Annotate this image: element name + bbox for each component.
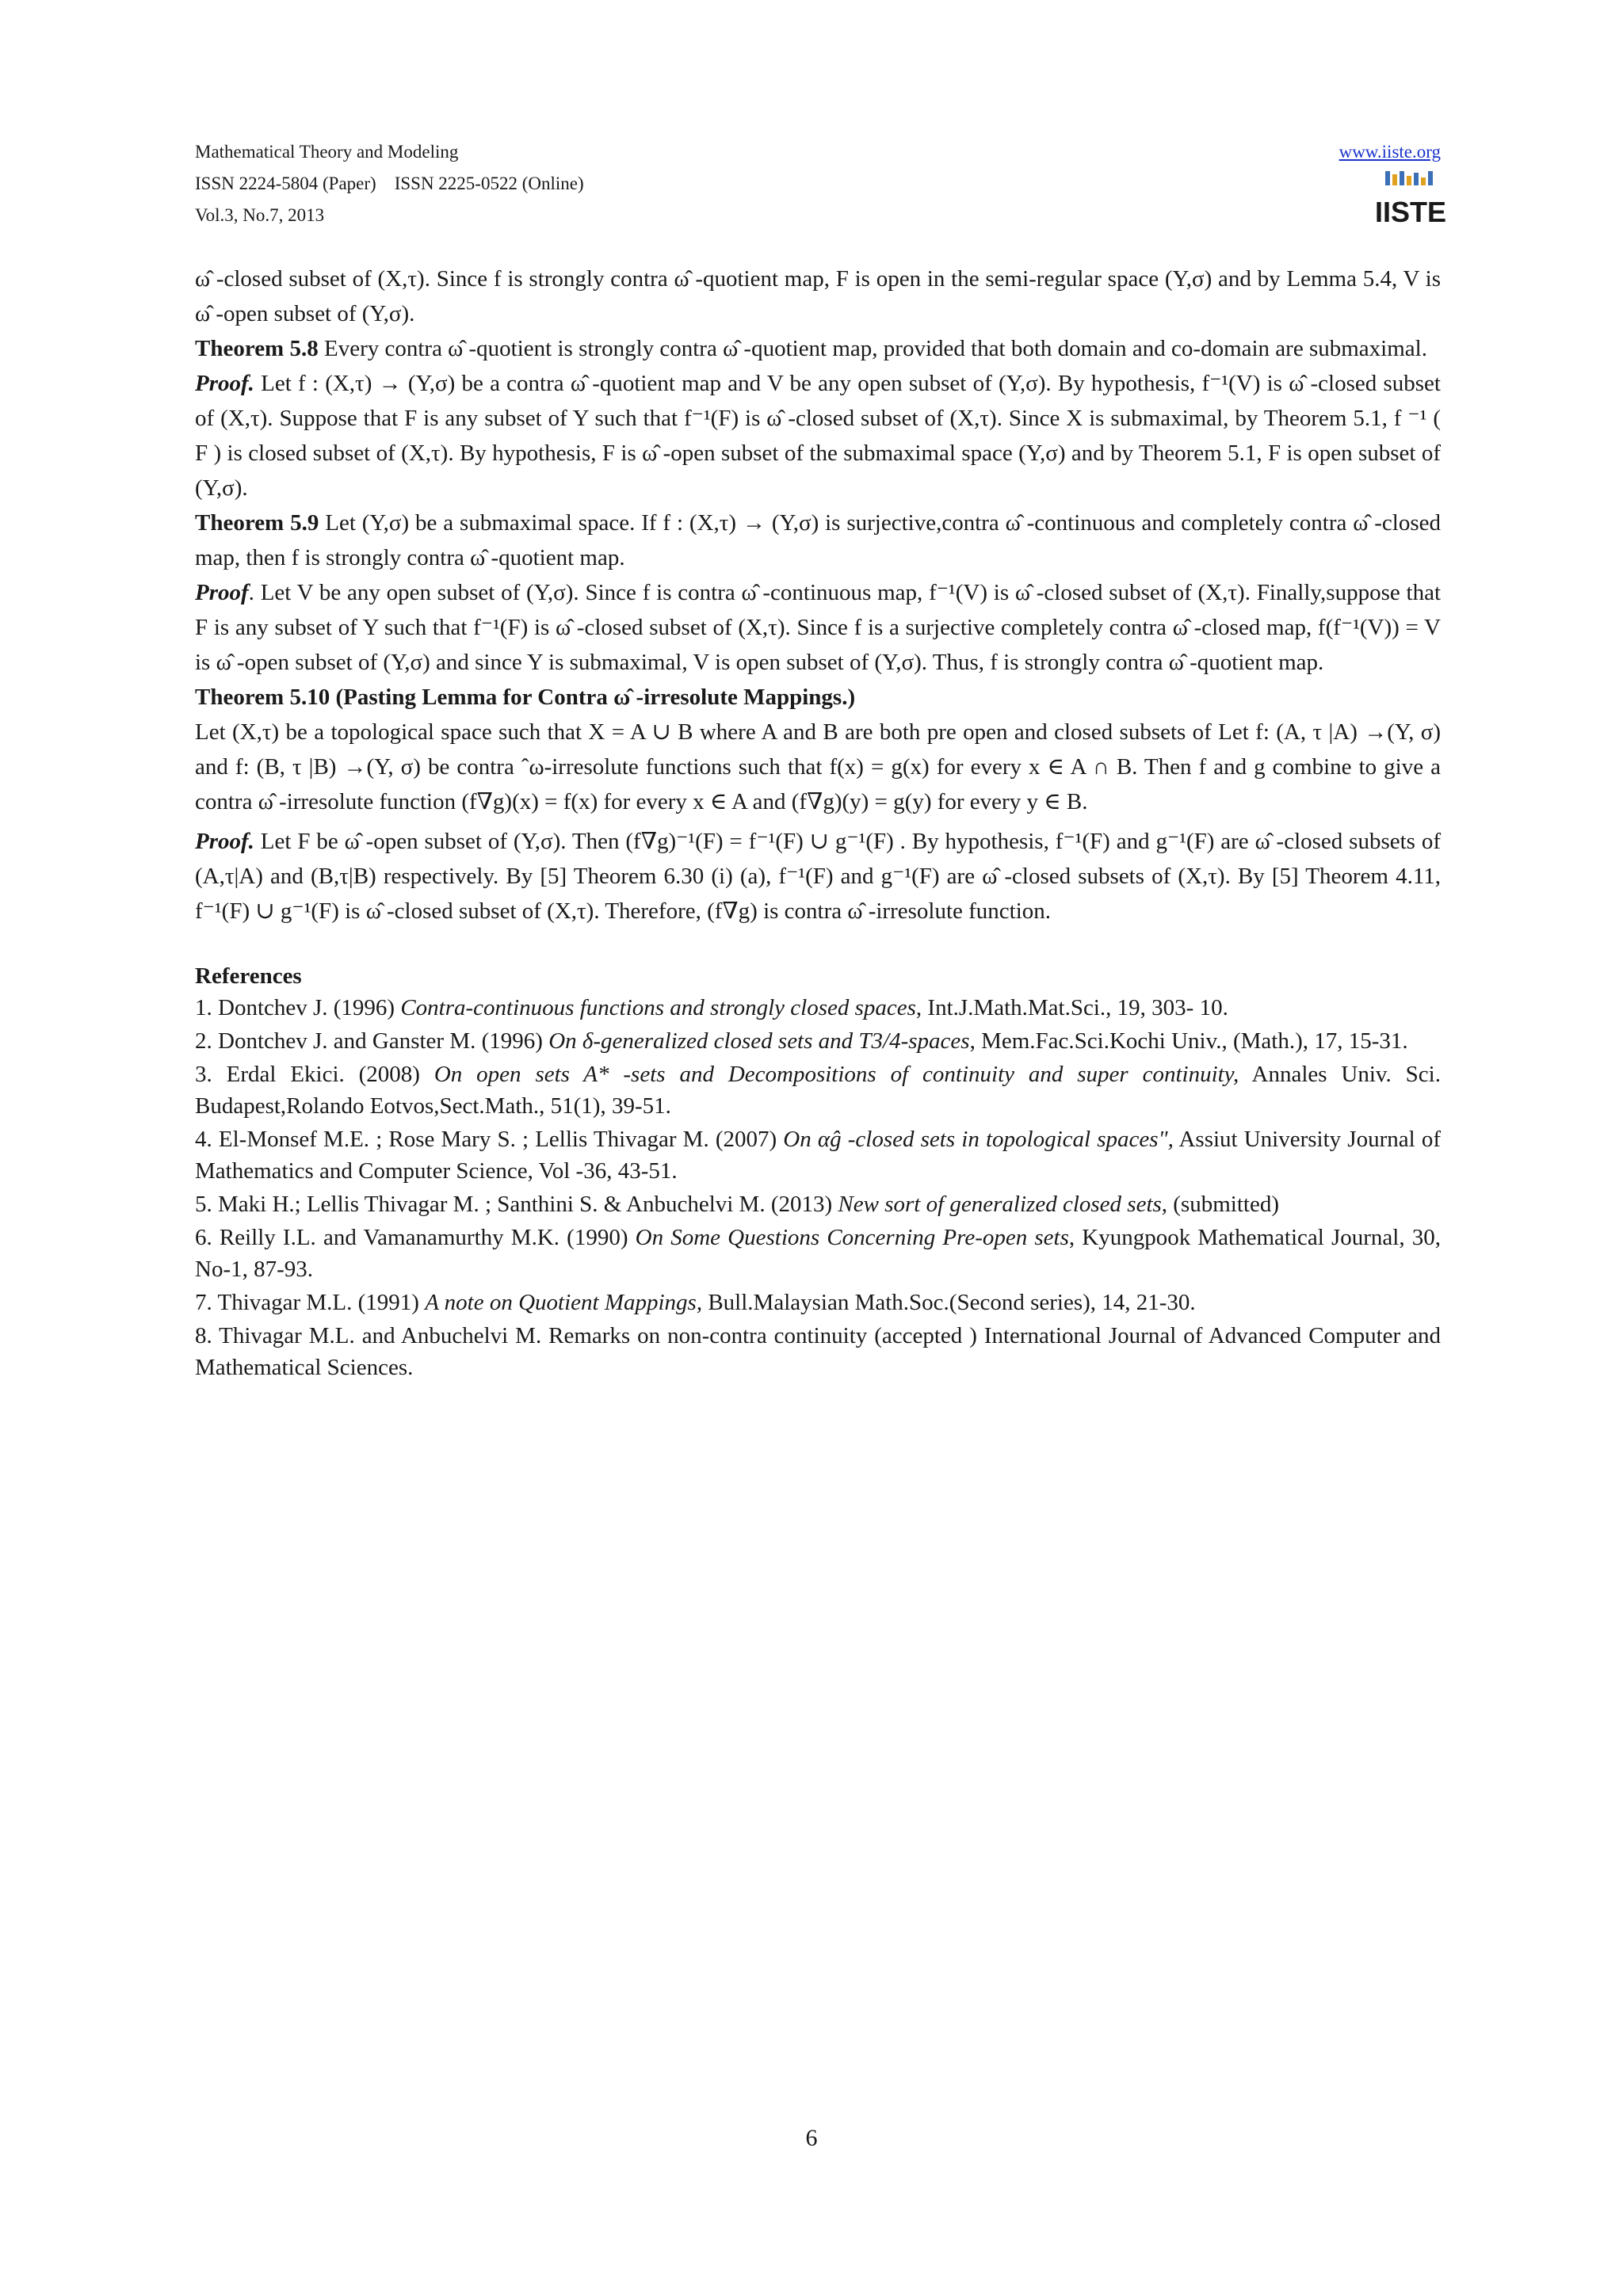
references-section [195, 960, 1441, 1383]
svg-text:IISTE: IISTE [1374, 196, 1447, 228]
proof-label: Proof [195, 580, 249, 605]
references-heading: References [195, 963, 302, 989]
theorem-text: Every contra ω̂ -quotient is strongly contra ω̂ -quotient map, provided that both domain and co-domain are submaximal. [318, 336, 1427, 361]
reference-item: 8. Thivagar M.L. and Anbuchelvi M. Remarks on non-contra continuity (accepted ) International Journal of Advanced Computer and Mathematical Sciences. [195, 1323, 1441, 1380]
volume-line: Vol.3, No.7, 2013 [195, 205, 325, 225]
paragraph-continuation: ω̂ -closed subset of (X,τ). Since f is strongly contra ω̂ -quotient map, F is open in the semi-regular space (Y,σ) and by Lemma 5.4, V is ω̂ -open subset of (Y,σ). [195, 266, 1441, 326]
reference-item: 2. Dontchev J. and Ganster M. (1996) On δ-generalized closed sets and T3/4-spaces, Mem.Fac.Sci.Kochi Univ., (Math.), 17, 15-31. [195, 1028, 1408, 1054]
iiste-logo-icon [1374, 170, 1447, 230]
theorem-heading: Theorem 5.8 [195, 336, 319, 361]
proof-label: Proof. [195, 371, 254, 396]
theorem-heading: Theorem 5.9 [195, 510, 319, 536]
reference-item: 1. Dontchev J. (1996) Contra-continuous functions and strongly closed spaces, Int.J.Math.Mat.Sci., 19, 303- 10. [195, 995, 1228, 1020]
proof-label: Proof. [195, 829, 254, 854]
proof-text: . Let V be any open subset of (Y,σ). Since f is contra ω̂ -continuous map, f⁻¹(V) is ω̂ -closed subset of (X,τ). Finally,suppose that F is any subset of Y such that f⁻¹(F) is ω̂ -closed subset of (X,τ). Since f is a surjective completely contra ω̂ -closed map, f(f⁻¹(V)) = V is ω̂ -open subset of (Y,σ) and since Y is submaximal, V is open subset of (Y,σ). Thus, f is strongly contra ω̂ -quotient map. [195, 580, 1441, 675]
reference-item: 4. El-Monsef M.E. ; Rose Mary S. ; Lellis Thivagar M. (2007) On αĝ -closed sets in topological spaces", Assiut University Journal of Mathematics and Computer Science, Vol -36, 43-51. [195, 1127, 1441, 1184]
theorem-5-9 [195, 505, 1441, 575]
theorem-5-8 [195, 331, 1441, 366]
page-header [195, 136, 1447, 231]
page-number: 6 [805, 2125, 818, 2151]
theorem-text: Let (Y,σ) be a submaximal space. If f : (X,τ) → (Y,σ) is surjective,contra ω̂ -continuous and completely contra ω̂ -closed map, then f is strongly contra ω̂ -quotient map. [195, 510, 1441, 570]
proof-text: Let f : (X,τ) → (Y,σ) be a contra ω̂ -quotient map and V be any open subset of (Y,σ). By hypothesis, f⁻¹(V) is ω̂ -closed subset of (X,τ). Suppose that F is any subset of Y such that f⁻¹(F) is ω̂ -closed subset of (X,τ). Since X is submaximal, by Theorem 5.1, f ⁻¹ ( F ) is closed subset of (X,τ). By hypothesis, F is ω̂ -open subset of the submaximal space (Y,σ) and by Theorem 5.1, F is open subset of (Y,σ). [195, 371, 1441, 501]
proof-text: Let F be ω̂ -open subset of (Y,σ). Then (f∇g)⁻¹(F) = f⁻¹(F) ∪ g⁻¹(F) . By hypothesis, f⁻¹(F) and g⁻¹(F) are ω̂ -closed subsets of (A,τ|A) and (B,τ|B) respectively. By [5] Theorem 6.30 (i) (a), f⁻¹(F) and g⁻¹(F) are ω̂ -closed subsets of (X,τ). By [5] Theorem 4.11, f⁻¹(F) ∪ g⁻¹(F) is ω̂ -closed subset of (X,τ). Therefore, (f∇g) is contra ω̂ -irresolute function. [195, 829, 1441, 924]
website-link[interactable]: www.iiste.org [1338, 142, 1441, 162]
main-content [195, 261, 1441, 1385]
reference-item: 3. Erdal Ekici. (2008) On open sets A* -sets and Decompositions of continuity and super continuity, Annales Univ. Sci. Budapest,Rolando Eotvos,Sect.Math., 51(1), 39-51. [195, 1062, 1441, 1119]
reference-item: 6. Reilly I.L. and Vamanamurthy M.K. (1990) On Some Questions Concerning Pre-open sets, Kyungpook Mathematical Journal, 30, No-1, 87-93. [195, 1225, 1441, 1282]
issn-line: ISSN 2224-5804 (Paper) ISSN 2225-0522 (Online) [195, 174, 584, 193]
journal-name: Mathematical Theory and Modeling [195, 142, 459, 162]
reference-item: 7. Thivagar M.L. (1991) A note on Quotient Mappings, Bull.Malaysian Math.Soc.(Second series), 14, 21-30. [195, 1290, 1196, 1315]
theorem-5-10-heading: Theorem 5.10 (Pasting Lemma for Contra ω̂ -irresolute Mappings.) [195, 685, 856, 710]
proof-5-8 [195, 366, 1441, 505]
proof-5-9 [195, 575, 1441, 680]
reference-item: 5. Maki H.; Lellis Thivagar M. ; Santhini S. & Anbuchelvi M. (2013) New sort of generalized closed sets, (submitted) [195, 1192, 1279, 1217]
proof-5-10 [195, 824, 1441, 929]
theorem-5-10-text: Let (X,τ) be a topological space such that X = A ∪ B where A and B are both pre open and closed subsets of Let f: (A, τ |A) →(Y, σ) and f: (B, τ |B) →(Y, σ) be contra ˆω-irresolute functions such that f(x) = g(x) for every x ∈ A ∩ B. Then f and g combine to give a contra ω̂ -irresolute function (f∇g)(x) = f(x) for every x ∈ A and (f∇g)(y) = g(y) for every y ∈ B. [195, 719, 1442, 814]
